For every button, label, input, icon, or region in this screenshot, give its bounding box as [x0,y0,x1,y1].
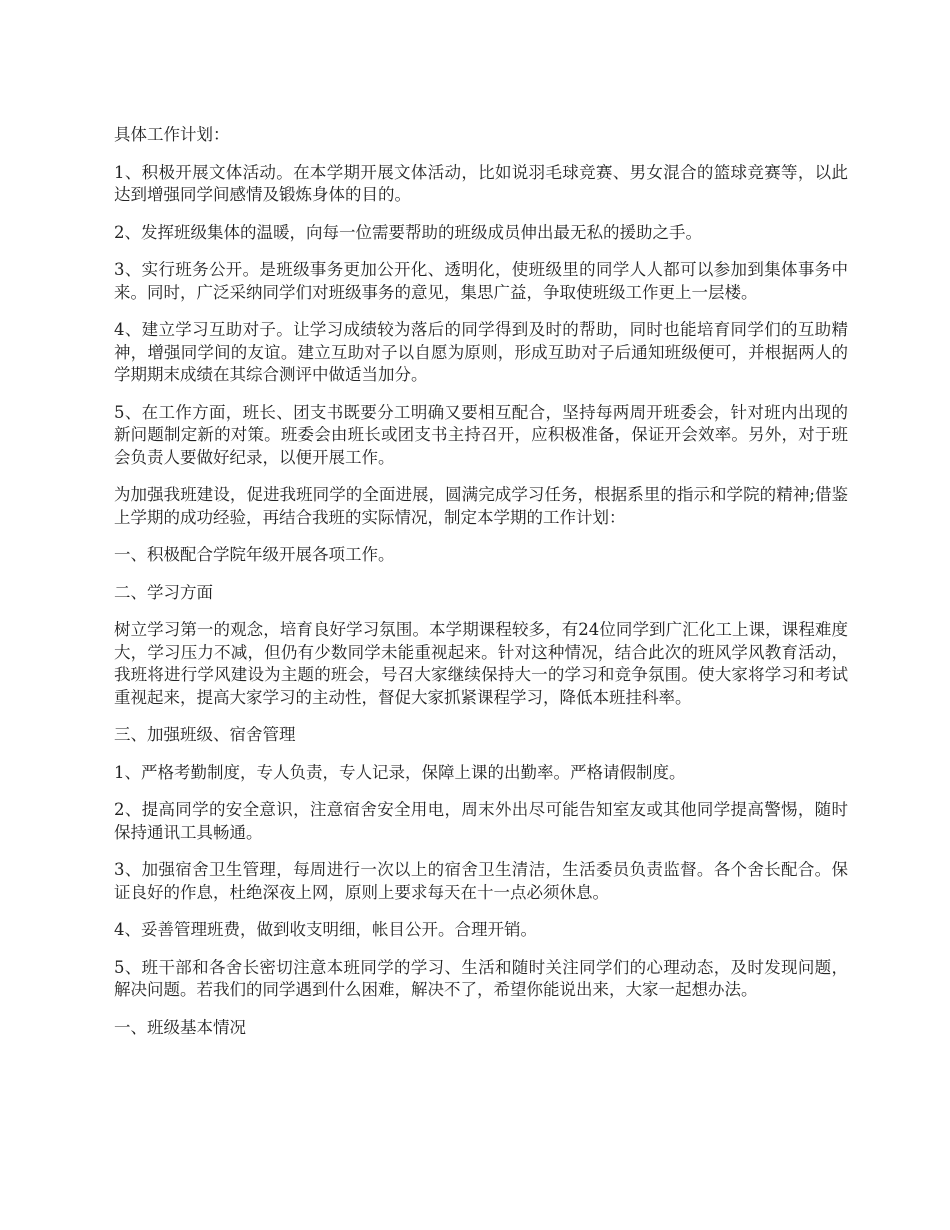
management-item-5: 5、班干部和各舍长密切注意本班同学的学习、生活和随时关注同学们的心理动态，及时发现问题，解决问题。若我们的同学遇到什么困难，解决不了，希望你能说出来，大家一起想办法。 [114,957,848,999]
plan-item-1: 1、积极开展文体活动。在本学期开展文体活动，比如说羽毛球竞赛、男女混合的篮球竞赛等，以此达到增强同学间感情及锻炼身体的目的。 [114,162,848,204]
study-paragraph: 树立学习第一的观念，培育良好学习氛围。本学期课程较多，有24位同学到广汇化工上课，课程难度大，学习压力不减，但仍有少数同学未能重视起来。针对这种情况，结合此次的班风学风教育活动，我班将进行学风建设为主题的班会，号召大家继续保持大一的学习和竞争氛围。使大家将学习和考试重视起来，提高大家学习的主动性，督促大家抓紧课程学习，降低本班挂科率。 [114,620,848,707]
management-item-3: 3、加强宿舍卫生管理，每周进行一次以上的宿舍卫生清洁，生活委员负责监督。各个舍长配合。保证良好的作息，杜绝深夜上网，原则上要求每天在十一点必须休息。 [114,860,848,902]
section-heading-basic-info: 一、班级基本情况 [114,1017,246,1037]
plan-item-2: 2、发挥班级集体的温暖，向每一位需要帮助的班级成员伸出最无私的援助之手。 [114,222,702,242]
section-heading-2: 二、学习方面 [114,582,213,602]
preface-paragraph: 为加强我班建设，促进我班同学的全面进展，圆满完成学习任务，根据系里的指示和学院的精神;借鉴上学期的成功经验，再结合我班的实际情况，制定本学期的工作计划： [114,485,848,527]
intro-heading: 具体工作计划： [114,125,230,144]
document-body [114,124,848,1054]
management-item-1: 1、严格考勤制度，专人负责，专人记录，保障上课的出勤率。严格请假制度。 [114,762,686,782]
management-item-4: 4、妥善管理班费，做到收支明细，帐目公开。合理开销。 [114,920,537,939]
management-item-2: 2、提高同学的安全意识，注意宿舍安全用电，周末外出尽可能告知室友或其他同学提高警惕，随时保持通讯工具畅通。 [114,800,848,842]
plan-item-5: 5、在工作方面，班长、团支书既要分工明确又要相互配合，坚持每两周开班委会，针对班内出现的新问题制定新的对策。班委会由班长或团支书主持召开，应积极准备，保证开会效率。另外，对于班会负责人要做好纪录，以便开展工作。 [114,402,848,467]
section-heading-3: 三、加强班级、宿舍管理 [114,725,296,744]
section-heading-1: 一、积极配合学院年级开展各项工作。 [114,545,395,564]
plan-item-3: 3、实行班务公开。是班级事务更加公开化、透明化，使班级里的同学人人都可以参加到集体事务中来。同时，广泛采纳同学们对班级事务的意见，集思广益，争取使班级工作更上一层楼。 [114,260,848,302]
plan-item-4: 4、建立学习互助对子。让学习成绩较为落后的同学得到及时的帮助，同时也能培育同学们的互助精神，增强同学间的友谊。建立互助对子以自愿为原则，形成互助对子后通知班级便可，并根据两人的学期期末成绩在其综合测评中做适当加分。 [114,320,848,384]
